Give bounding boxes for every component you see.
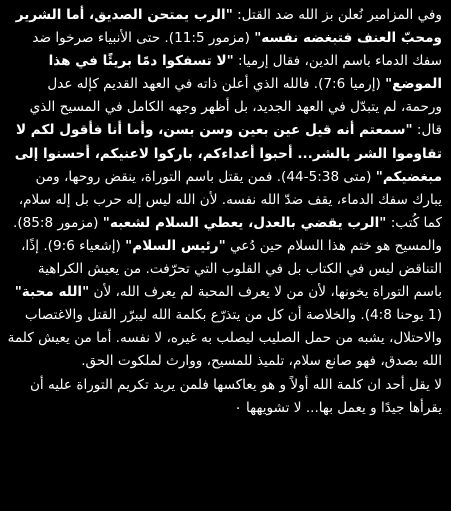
john-4-quote: "الله محبة" xyxy=(14,284,90,301)
psalm-11-quote: "الرب يمتحن الصديق، أما الشرير ومحبّ العنف فتبغضه نفسه" xyxy=(15,7,442,47)
article-paragraph xyxy=(7,4,442,374)
isaiah-9-quote: "رئيس السلام" xyxy=(125,237,226,254)
jeremiah-7-quote: "لا تسفكوا دمًا بريئًا في هذا الموضع" xyxy=(48,53,442,93)
reference-text: (إشعياء 9:6). إذًا، التناقض ليس في الكتاب بل في القلوب التي تحرّفت. من يعيش الكراهية باسم التوراة يخونها، لأن من لا يعرف المحبة لم يعرف الله، لأن xyxy=(21,237,442,301)
closing-note: لا يقل أحد ان كلمة الله أولاً و هو يعاكسها فلمن يريد تكريم التوراة عليه أن يقرأها جيدًا و يعمل بها... لا تشويهها ٠ xyxy=(29,376,442,416)
psalm-85-quote: "الرب يقضي بالعدل، يعطي السلام لشعبه" xyxy=(102,214,387,231)
matthew-5-quote: "سمعتم أنه قيل عين بعين وسن بسن، وأما أنا فأقول لكم لا تقاوموا الشر بالشر... أحبوا أعداءكم، باركوا لاعنيكم، أحسنوا إلى مبغضيكم" xyxy=(14,122,442,185)
reference-text: (مزمور 11:5). حتى الأنبياء صرخوا ضد سفك الدماء باسم الدين، فقال إرميا: xyxy=(32,30,442,70)
reference-text: (إرميا 7:6). فالله الذي أعلن ذاته في العهد القديم كإله عدل ورحمة، لم يتبدّل في العهد الجديد، بل أظهر وجهه الكامل في المسيح الذي قال: xyxy=(29,76,442,139)
conclusion-text: (1 يوحنا 4:8). والخلاصة أن كل من يتذرّع بكلمة الله ليبرّر القتل والاغتصاب والاحتلال، يشبه من حمل الصليب ليصلب به غيره، لا نفسه. أما من يعيش كلمة الله بصدق، فهو صانع سلام، تلميذ للمسيح، ووارث لملكوت الحق. xyxy=(7,307,442,370)
intro-text: وفي المزامير نُعلن بز الله ضد القتل: xyxy=(232,7,442,23)
reference-text: (متى 5:38-44). فمن يقتل باسم التوراة، ينقض روحها، ومن يبارك سفك الدماء، يقف ضدّ الله نفسه. لأن الله ليس إله حرب بل إله سلام، كما كُتب: xyxy=(18,168,442,231)
reference-text: (مزمور 85:8). والمسيح هو ختم هذا السلام حين دُعي xyxy=(13,214,442,254)
